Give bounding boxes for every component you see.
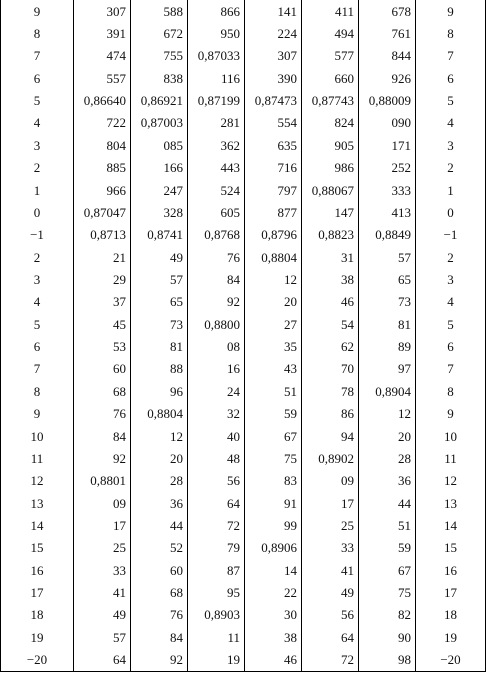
table-row [1,313,486,335]
table-cell: 84 [74,425,131,447]
row-argument-left: 13 [30,495,44,511]
table-cell: 390 [245,67,302,89]
table-cell: 98 [359,648,416,671]
table-cell: 57 [131,268,188,290]
table-cell: 67 [245,425,302,447]
row-argument-right: 3 [416,134,486,156]
table-cell: 0,8904 [359,380,416,402]
row-argument-left: 8 [33,383,41,399]
table-cell: 51 [359,514,416,536]
table-cell: 844 [359,45,416,67]
row-argument-left: 8 [33,26,41,42]
table-row [1,581,486,603]
table-cell: 36 [131,492,188,514]
table-cell: 78 [302,380,359,402]
table-cell: 33 [74,559,131,581]
table-cell: 72 [188,514,245,536]
row-argument-left: 5 [33,316,41,332]
table-cell: 722 [74,112,131,134]
table-cell: 474 [74,45,131,67]
table-cell: 362 [188,134,245,156]
table-cell: 72 [302,648,359,671]
row-argument-left: 15 [30,540,44,556]
table-row [1,604,486,626]
table-cell: 41 [74,581,131,603]
table-cell: 411 [302,0,359,22]
table-cell: 281 [188,112,245,134]
table-cell: 761 [359,22,416,44]
row-argument-right: 8 [416,380,486,402]
table-cell: 494 [302,22,359,44]
table-cell: 09 [74,492,131,514]
table-cell: 524 [188,179,245,201]
row-argument-right: 9 [416,402,486,424]
table-cell: 12 [359,402,416,424]
table-cell: 0,8741 [131,224,188,246]
row-argument-right: 3 [416,268,486,290]
table-cell: 166 [131,157,188,179]
row-argument-left: 4 [33,115,41,131]
table-cell: 95 [188,581,245,603]
table-cell: 57 [74,626,131,648]
row-argument-left: 9 [33,3,41,19]
table-cell: 16 [188,358,245,380]
row-argument-right: 7 [416,358,486,380]
table-cell: 96 [131,380,188,402]
table-cell: 56 [302,604,359,626]
table-cell: 49 [302,581,359,603]
table-cell: 83 [245,470,302,492]
table-cell: 38 [245,626,302,648]
table-cell: 36 [359,470,416,492]
table-cell: 92 [131,648,188,671]
table-cell: 660 [302,67,359,89]
row-argument-right: 19 [416,626,486,648]
table-cell: 99 [245,514,302,536]
table-cell: 0,88009 [359,89,416,111]
table-cell: 0,86640 [74,89,131,111]
table-cell: 986 [302,157,359,179]
row-argument-right: 5 [416,313,486,335]
row-argument-right: 4 [416,291,486,313]
row-argument-left: 12 [30,473,44,489]
table-cell: 64 [188,492,245,514]
table-cell: 08 [188,335,245,357]
row-argument-right: 15 [416,537,486,559]
table-cell: 0,8768 [188,224,245,246]
table-cell: 49 [131,246,188,268]
table-cell: 30 [245,604,302,626]
table-cell: 76 [74,402,131,424]
table-cell: 37 [74,291,131,313]
table-cell: 43 [245,358,302,380]
table-row [1,358,486,380]
table-cell: 51 [245,380,302,402]
table-cell: 65 [131,291,188,313]
table-cell: 588 [131,0,188,22]
table-row [1,648,486,671]
table-cell: 64 [302,626,359,648]
table-cell: 89 [359,335,416,357]
table-cell: 0,87047 [74,201,131,223]
table-cell: 33 [302,537,359,559]
table-cell: 0,8796 [245,224,302,246]
table-cell: 49 [74,604,131,626]
table-row [1,559,486,581]
table-row [1,447,486,469]
row-argument-left: 11 [30,450,44,466]
table-cell: 147 [302,201,359,223]
table-row [1,537,486,559]
table-cell: 53 [74,335,131,357]
table-row [1,157,486,179]
table-cell: 60 [74,358,131,380]
table-cell: 171 [359,134,416,156]
table-row [1,335,486,357]
table-cell: 52 [131,537,188,559]
table-cell: 84 [188,268,245,290]
table-cell: 22 [245,581,302,603]
table-cell: 0,87199 [188,89,245,111]
table-cell: 17 [302,492,359,514]
table-cell: 84 [131,626,188,648]
table-cell: 90 [359,626,416,648]
table-cell: 0,8800 [188,313,245,335]
table-cell: 28 [359,447,416,469]
row-argument-left: 4 [33,294,41,310]
table-cell: 0,8804 [131,402,188,424]
row-argument-right: 1 [416,179,486,201]
table-row [1,201,486,223]
table-cell: 0,8801 [74,470,131,492]
table-row [1,112,486,134]
table-cell: 333 [359,179,416,201]
table-cell: 678 [359,0,416,22]
row-argument-right: 2 [416,246,486,268]
table-cell: 885 [74,157,131,179]
table-cell: 70 [302,358,359,380]
table-cell: 0,87033 [188,45,245,67]
row-argument-left: 6 [33,70,41,86]
row-argument-left: 10 [30,428,44,444]
row-argument-right: 11 [416,447,486,469]
table-cell: 12 [245,268,302,290]
table-cell: 950 [188,22,245,44]
table-cell: 67 [359,559,416,581]
row-argument-left: −20 [26,652,48,668]
table-cell: 35 [245,335,302,357]
table-cell: 79 [188,537,245,559]
table-cell: 252 [359,157,416,179]
row-argument-left: 6 [33,339,41,355]
table-cell: 94 [302,425,359,447]
table-cell: 804 [74,134,131,156]
table-cell: 20 [245,291,302,313]
table-cell: 0,8849 [359,224,416,246]
table-cell: 0,8713 [74,224,131,246]
table-cell: 87 [188,559,245,581]
table-cell: 27 [245,313,302,335]
row-argument-left: 1 [33,182,41,198]
table-cell: 797 [245,179,302,201]
table-cell: 0,8804 [245,246,302,268]
table-cell: 82 [359,604,416,626]
row-argument-right: 10 [416,425,486,447]
row-argument-right: 17 [416,581,486,603]
table-cell: 0,8902 [302,447,359,469]
table-cell: 44 [131,514,188,536]
table-cell: 926 [359,67,416,89]
table-cell: 76 [188,246,245,268]
table-cell: 41 [302,559,359,581]
table-cell: 0,87743 [302,89,359,111]
table-cell: 21 [74,246,131,268]
table-cell: 557 [74,67,131,89]
row-argument-left: 3 [33,137,41,153]
table-cell: 391 [74,22,131,44]
table-cell: 0,8823 [302,224,359,246]
table-cell: 443 [188,157,245,179]
row-argument-left: 16 [30,562,44,578]
row-argument-left: 14 [30,517,44,533]
table-cell: 247 [131,179,188,201]
table-cell: 20 [131,447,188,469]
table-row [1,224,486,246]
table-cell: 224 [245,22,302,44]
row-argument-right: 6 [416,335,486,357]
table-cell: 605 [188,201,245,223]
table-cell: 76 [131,604,188,626]
row-argument-left: 18 [30,607,44,623]
table-cell: 75 [359,581,416,603]
row-argument-left: 7 [33,48,41,64]
table-row [1,402,486,424]
table-cell: 91 [245,492,302,514]
table-cell: 46 [302,291,359,313]
table-cell: 413 [359,201,416,223]
row-argument-right: 18 [416,604,486,626]
table-cell: 328 [131,201,188,223]
row-argument-left: 17 [30,585,44,601]
row-argument-left: 5 [33,93,41,109]
row-argument-right: 13 [416,492,486,514]
table-cell: 44 [359,492,416,514]
table-cell: 0,88067 [302,179,359,201]
table-cell: 73 [131,313,188,335]
table-row [1,0,486,22]
row-argument-right: 14 [416,514,486,536]
row-argument-right: 0 [416,201,486,223]
table-cell: 97 [359,358,416,380]
table-cell: 73 [359,291,416,313]
row-argument-left: 9 [33,406,41,422]
table-cell: 0,8903 [188,604,245,626]
table-cell: 0,8906 [245,537,302,559]
row-argument-right: 6 [416,67,486,89]
table-cell: 090 [359,112,416,134]
table-row [1,22,486,44]
table-cell: 45 [74,313,131,335]
table-row [1,179,486,201]
table-cell: 17 [74,514,131,536]
table-cell: 86 [302,402,359,424]
table-cell: 25 [302,514,359,536]
table-cell: 32 [188,402,245,424]
row-argument-right: 7 [416,45,486,67]
table-cell: 635 [245,134,302,156]
table-row [1,246,486,268]
table-cell: 88 [131,358,188,380]
row-argument-right: −1 [416,224,486,246]
table-cell: 905 [302,134,359,156]
table-cell: 56 [188,470,245,492]
table-row [1,45,486,67]
table-cell: 12 [131,425,188,447]
table-cell: 141 [245,0,302,22]
row-argument-left: 7 [33,361,41,377]
table-cell: 672 [131,22,188,44]
table-cell: 81 [359,313,416,335]
table-cell: 0,87473 [245,89,302,111]
table-cell: 68 [131,581,188,603]
row-argument-left: −1 [30,227,44,243]
table-row [1,134,486,156]
row-argument-right: 12 [416,470,486,492]
table-cell: 31 [302,246,359,268]
table-cell: 577 [302,45,359,67]
table-cell: 54 [302,313,359,335]
table-body [1,0,486,672]
table-cell: 92 [74,447,131,469]
row-argument-right: −20 [416,648,486,671]
table-cell: 838 [131,67,188,89]
table-cell: 81 [131,335,188,357]
table-row [1,67,486,89]
table-cell: 40 [188,425,245,447]
row-argument-left: 19 [30,629,44,645]
table-cell: 14 [245,559,302,581]
table-cell: 0,87003 [131,112,188,134]
table-cell: 29 [74,268,131,290]
row-argument-right: 5 [416,89,486,111]
table-cell: 75 [245,447,302,469]
table-cell: 554 [245,112,302,134]
table-row [1,492,486,514]
table-cell: 755 [131,45,188,67]
table-cell: 48 [188,447,245,469]
row-argument-left: 2 [33,160,41,176]
table-row [1,425,486,447]
row-argument-left: 0 [33,204,41,220]
table-row [1,268,486,290]
row-argument-right: 4 [416,112,486,134]
table-row [1,380,486,402]
table-cell: 307 [74,0,131,22]
table-cell: 824 [302,112,359,134]
table-cell: 62 [302,335,359,357]
table-cell: 0,86921 [131,89,188,111]
table-row [1,89,486,111]
table-cell: 38 [302,268,359,290]
table-cell: 19 [188,648,245,671]
table-cell: 60 [131,559,188,581]
table-cell: 116 [188,67,245,89]
table-row [1,626,486,648]
table-cell: 307 [245,45,302,67]
row-argument-right: 2 [416,157,486,179]
table-cell: 28 [131,470,188,492]
row-argument-right: 8 [416,22,486,44]
table-cell: 59 [359,537,416,559]
table-cell: 877 [245,201,302,223]
table-cell: 25 [74,537,131,559]
table-row [1,470,486,492]
row-argument-left: 2 [33,249,41,265]
table-row [1,514,486,536]
table-cell: 966 [74,179,131,201]
table-row [1,291,486,313]
table-cell: 65 [359,268,416,290]
row-argument-left: 3 [33,271,41,287]
table-cell: 64 [74,648,131,671]
table-cell: 09 [302,470,359,492]
table-cell: 24 [188,380,245,402]
table-cell: 46 [245,648,302,671]
table-cell: 59 [245,402,302,424]
table-cell: 716 [245,157,302,179]
row-argument-right: 16 [416,559,486,581]
table-cell: 11 [188,626,245,648]
table-cell: 92 [188,291,245,313]
table-cell: 20 [359,425,416,447]
row-argument-right: 9 [416,0,486,22]
table-cell: 085 [131,134,188,156]
table-cell: 866 [188,0,245,22]
table-cell: 57 [359,246,416,268]
table-cell: 68 [74,380,131,402]
